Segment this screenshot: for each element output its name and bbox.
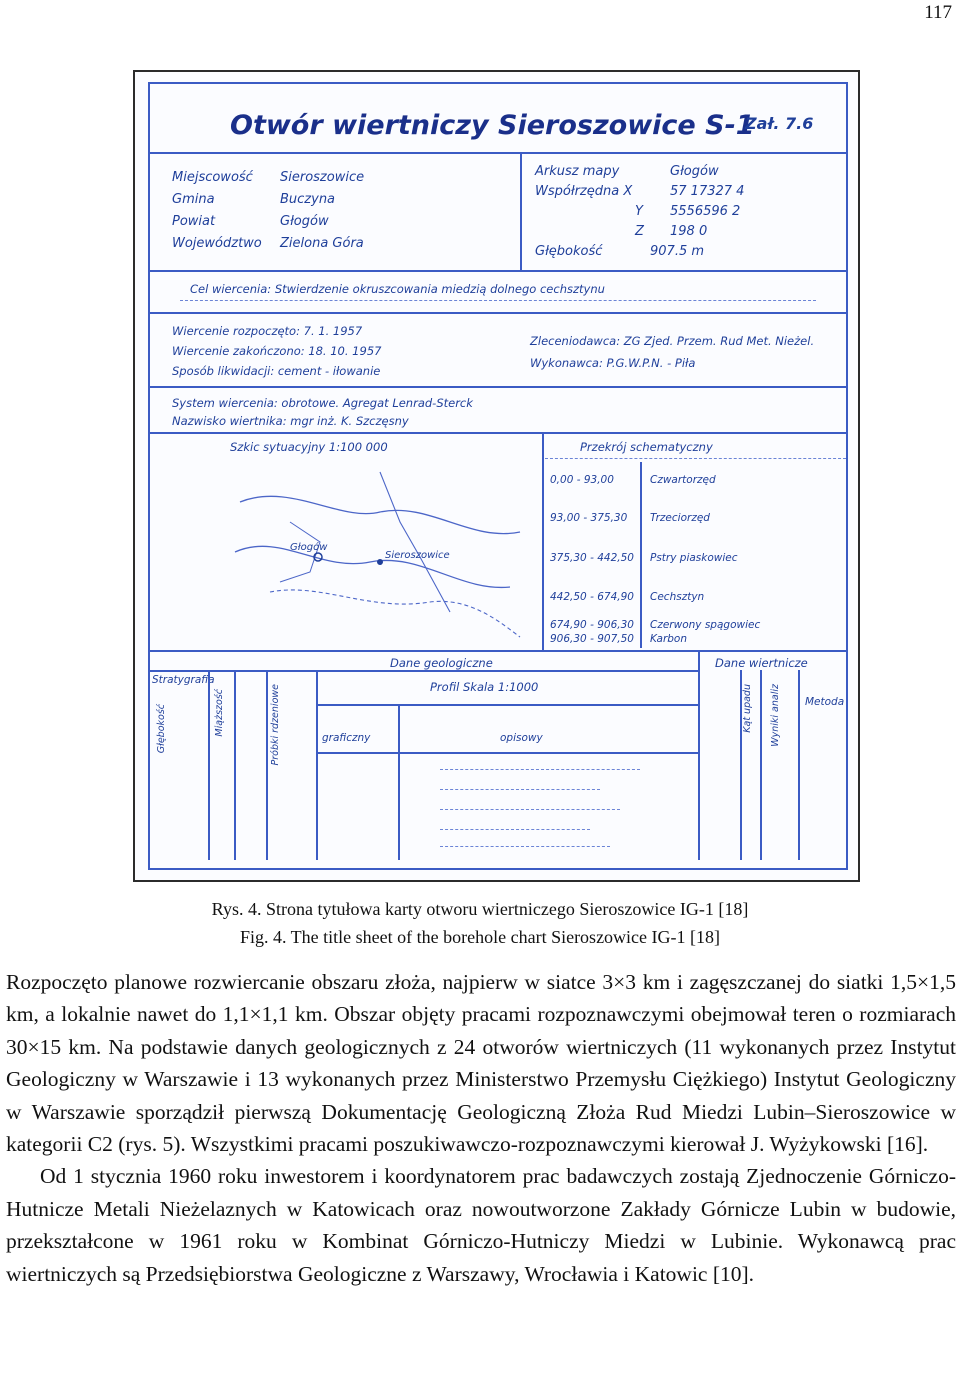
section-range-2: 93,00 - 375,30 [550,512,628,524]
section-range-6: 906,30 - 907,50 [550,633,634,645]
stratigraphy-header: Stratygrafia [152,674,215,686]
coord-x-value: 57 17327 4 [670,184,745,199]
location-value-3: Głogów [280,214,329,229]
section-unit-6: Karbon [650,633,688,645]
location-value-2: Buczyna [280,192,336,207]
sheet-title: Otwór wiertniczy Sieroszowice S-1 [230,110,755,141]
section-unit-5: Czerwony spągowiec [650,619,761,631]
methods-header: Metoda [805,696,845,708]
map-sheet-label: Arkusz mapy [535,164,620,179]
location-label-2: Gmina [172,192,215,207]
column-thickness: Miąższość [214,689,225,737]
descriptive-column-header: opisowy [500,732,543,744]
drilling-end: Wiercenie zakończono: 18. 10. 1957 [172,344,382,358]
liquidation-method: Sposób likwidacji: cement - iłowanie [172,364,381,378]
borehole-title-sheet-figure [133,70,860,882]
column-analyses: Wyniki analiz [770,684,781,747]
location-label-3: Powiat [172,214,216,229]
section-range-4: 442,50 - 674,90 [550,591,634,603]
section-unit-4: Cechsztyn [650,591,705,603]
situation-sketch-map [230,462,530,647]
body-text [6,966,956,1290]
geological-data-header: Dane geologiczne [390,656,493,670]
location-value-4: Zielona Góra [280,236,364,251]
section-unit-3: Pstry piaskowiec [650,552,738,564]
figure-caption-english: Fig. 4. The title sheet of the borehole chart Sieroszowice IG-1 [18] [239,927,721,947]
coord-y-value: 5556596 2 [670,204,741,219]
profile-header: Profil Skala 1:1000 [430,680,539,694]
section-unit-1: Czwartorzęd [650,474,716,486]
depth-value: 907.5 m [650,244,705,259]
contractor: Wykonawca: P.G.W.P.N. - Piła [530,356,696,370]
drilling-system: System wiercenia: obrotowe. Agregat Lenrad-Sterck [172,396,473,410]
coord-y-label: Y [635,204,643,219]
drilling-start: Wiercenie rozpoczęto: 7. 1. 1957 [172,324,363,338]
graphic-column-header: graficzny [322,732,371,744]
column-depth: Głębokość [156,704,167,754]
coord-z-label: Z [635,224,644,239]
drilling-goal: Cel wiercenia: Stwierdzenie okruszcowania miedzią dolnego cechsztynu [190,282,605,296]
map-label: Szkic sytuacyjny 1:100 000 [230,440,388,454]
section-unit-2: Trzeciorzęd [650,512,710,524]
map-place-glogow: Głogów [290,542,328,553]
paragraph-1: Rozpoczęto planowe rozwiercanie obszaru złoża, najpierw w siatce 3×3 km i zagęszczanej do siatki 1,5×1,5 km, a lokalnie nawet do 1,1×1,1 km. Obszar objęty pracami rozpoznawczymi obejmował teren o rozmiarach 30×15 km. Na podstawie danych geologicznych z 24 otworów wiertniczych (11 wykonanych przez Instytut Geologiczny w Warszawie i 13 wykonanych przez Ministerstwo Przemysłu Ciężkiego) Instytut Geologiczny w Warszawie sporządził pierwszą Dokumentację Geologiczną Złoża Rud Miedzi Lubin–Sieroszowice w kategorii C2 (rys. 5). Wszystkimi pracami poszukiwawczo-rozpoznawczymi kierował J. Wyżykowski [16]. [6,970,956,1157]
page-number: 117 [924,2,952,23]
location-label-1: Miejscowość [172,170,253,185]
map-place-sieroszowice: Sieroszowice [385,550,450,561]
commissioner: Zleceniodawca: ZG Zjed. Przem. Rud Met. Nieżel. [530,334,815,348]
schematic-section-label: Przekrój schematyczny [580,440,713,454]
depth-label: Głębokość [535,244,603,259]
sheet-number: Zał. 7.6 [745,114,814,133]
section-range-3: 375,30 - 442,50 [550,552,634,564]
section-range-1: 0,00 - 93,00 [550,474,614,486]
column-dip: Kąt upadu [742,684,753,733]
title-sheet-frame [148,82,848,870]
location-value-1: Sieroszowice [280,170,365,185]
figure-caption-polish: Rys. 4. Strona tytułowa karty otworu wiertniczego Sieroszowice IG-1 [18] [211,899,749,919]
location-label-4: Województwo [172,236,262,251]
paragraph-2: Od 1 stycznia 1960 roku inwestorem i koordynatorem prac badawczych zostają Zjednoczenie Górniczo-Hutnicze Metali Nieżelaznych w Katowicach oraz nowoutworzone Zakłady Górnicze Lubin w budowie, przekształcone w 1961 roku w Kombinat Górniczo-Hutniczy Miedzi w Lubinie. Wykonawcą prac wiertniczych są Przedsiębiorstwa Geologiczne z Warszawy, Wrocławia i Katowic [10]. [6,1164,956,1286]
column-core-samples: Próbki rdzeniowe [270,684,281,766]
map-sheet-value: Głogów [670,164,719,179]
coord-x-label: Współrzędna X [535,184,633,199]
drilling-data-header: Dane wiertnicze [715,656,808,670]
coord-z-value: 198 0 [670,224,708,239]
driller-name: Nazwisko wiertnika: mgr inż. K. Szczęsny [172,414,409,428]
section-range-5: 674,90 - 906,30 [550,619,634,631]
